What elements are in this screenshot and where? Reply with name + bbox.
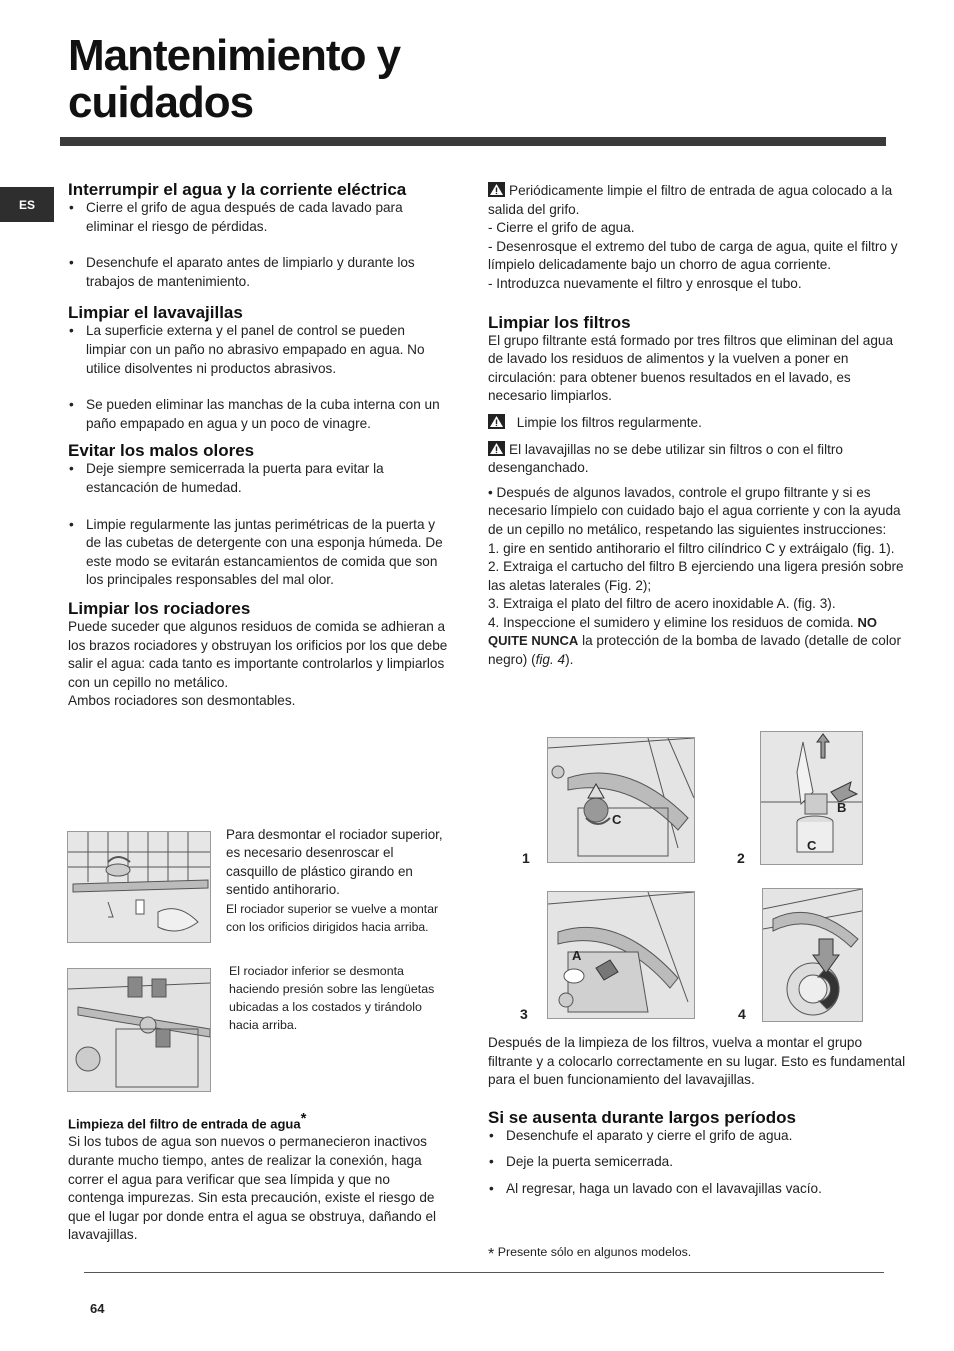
- part-label-c: C: [612, 812, 622, 827]
- filter-step-1: 1. gire en sentido antihorario el filtro cilíndrico C y extráigalo (fig. 1).: [488, 540, 895, 556]
- figure-number-3: 3: [520, 1006, 528, 1022]
- upper-spray-caption-b: El rociador superior se vuelve a montar con los orificios dirigidos hacia arriba.: [226, 901, 439, 934]
- inlet-filter-instructions: Periódicamente limpie el filtro de entrada de agua colocado a la salida del grifo.: [488, 183, 893, 217]
- part-label-a: A: [572, 948, 582, 963]
- warning-no-filters: El lavavajillas no se debe utilizar sin filtros o con el filtro desenganchado.: [488, 441, 843, 476]
- list-item: • Al regresar, haga un lavado con el lavavajillas vacío.: [488, 1180, 906, 1199]
- page-number: 64: [90, 1301, 105, 1316]
- figure-number-1: 1: [522, 850, 530, 866]
- filter-step-4: 4. Inspeccione el sumidero y elimine los residuos de comida. NO QUITE NUNCA la protección de la bomba de lavado (detalle de color negro) (fig. 4).: [488, 614, 901, 668]
- filter-step-3: 3. Extraiga el plato del filtro de acero inoxidable A. (fig. 3).: [488, 596, 836, 612]
- title-rule: [60, 137, 886, 146]
- section-heading-filters: Limpiar los filtros: [488, 312, 631, 332]
- part-label-c2: C: [807, 838, 817, 853]
- warning-triangle-icon: [488, 441, 505, 456]
- filter-figure-3: [547, 891, 695, 1019]
- warning-triangle-icon: [488, 182, 505, 197]
- list-item: • Se pueden eliminar las manchas de la cuba interna con un paño empapado en agua y un poco de vinagre.: [68, 396, 448, 433]
- footnote: * Presente sólo en algunos modelos.: [488, 1245, 692, 1263]
- figure-number-2: 2: [737, 850, 745, 866]
- instruction-line: - Desenrosque el extremo del tubo de carga de agua, quite el filtro y límpielo delicadamente bajo un chorro de agua corriente.: [488, 238, 898, 273]
- section-heading-odors: Evitar los malos olores: [68, 441, 255, 461]
- filter-steps-intro: • Después de algunos lavados, controle el grupo filtrante y si es necesario límpielo con cuidado bajo el agua corriente y con la ayuda de un cepillo no metálico, respetando las siguientes instrucciones:: [488, 484, 901, 537]
- spray-arms-text-2: Ambos rociadores son desmontables.: [68, 693, 296, 709]
- right-column: [488, 182, 906, 670]
- part-label-b: B: [837, 800, 847, 815]
- language-tab: ES: [0, 187, 54, 222]
- footer-rule: [84, 1272, 884, 1273]
- right-column-bottom: [488, 1034, 906, 1199]
- list-item: • Deje siempre semicerrada la puerta para evitar la estancación de humedad.: [68, 460, 448, 497]
- figure-number-4: 4: [738, 1006, 746, 1022]
- list-item: • Deje la puerta semicerrada.: [488, 1153, 906, 1172]
- list-item: • Limpie regularmente las juntas perimétricas de la puerta y de las cubetas de detergente con una esponja húmeda. De este modo se evitarán estancamientos de comida que son los principales responsables del mal olor.: [68, 516, 448, 590]
- list-item: • Desenchufe el aparato y cierre el grifo de agua.: [488, 1127, 906, 1146]
- section-heading-water-power: Interrumpir el agua y la corriente eléctrica: [68, 180, 407, 199]
- warning-clean-filters: Limpie los filtros regularmente.: [488, 414, 906, 433]
- list-item: • Desenchufe el aparato antes de limpiarlo y durante los trabajos de mantenimiento.: [68, 254, 448, 291]
- inlet-filter-section: [68, 1110, 448, 1245]
- warning-triangle-icon: [488, 414, 505, 429]
- left-column: [68, 180, 448, 711]
- lower-spray-arm-illustration: [67, 968, 211, 1092]
- after-cleaning-text: Después de la limpieza de los filtros, vuelva a montar el grupo filtrante y a colocarlo correctamente en su lugar. Esto es fundamental para el buen funcionamiento del lavavajillas.: [488, 1035, 906, 1088]
- upper-spray-caption: [226, 826, 444, 936]
- section-heading-inlet-filter: Limpieza del filtro de entrada de agua*: [68, 1110, 307, 1132]
- page-title: Mantenimiento y cuidados: [68, 31, 401, 127]
- instruction-line: - Introduzca nuevamente el filtro y enrosque el tubo.: [488, 275, 802, 291]
- spray-arms-text: Puede suceder que algunos residuos de comida se adhieran a los brazos rociadores y obstruyan los orificios por los que debe salir el agua: cada tanto es importante controlarlos y limpiarlos con un cepillo no metálico.: [68, 618, 448, 690]
- section-heading-away: Si se ausenta durante largos períodos: [488, 1107, 796, 1127]
- inlet-filter-text: Si los tubos de agua son nuevos o permanecieron inactivos durante mucho tiempo, antes de realizar la conexión, haga correr el agua para verificar que sea límpida y que no contenga impurezas. Sin esta precaución, existe el riesgo de que el lugar por donde entra el agua se obstruya, dañando el lavavajillas.: [68, 1134, 437, 1243]
- lower-spray-caption-text: El rociador inferior se desmonta haciendo presión sobre las lengüetas ubicadas a los costados y tirándolo hacia arriba.: [229, 964, 435, 1032]
- section-heading-clean-dishwasher: Limpiar el lavavajillas: [68, 303, 243, 323]
- lower-spray-caption: [229, 962, 445, 1034]
- upper-spray-arm-illustration: [67, 831, 211, 943]
- section-heading-spray-arms: Limpiar los rociadores: [68, 598, 251, 618]
- filter-step-2: 2. Extraiga el cartucho del filtro B ejerciendo una ligera presión sobre las aletas laterales (Fig. 2);: [488, 559, 904, 593]
- filters-text: El grupo filtrante está formado por tres filtros que eliminan del agua de lavado los residuos de alimentos y la vuelven a poner en circulación: para obtener buenos resultados en el lavado, es necesario limpiarlos.: [488, 332, 894, 404]
- instruction-line: - Cierre el grifo de agua.: [488, 220, 635, 236]
- list-item: • Cierre el grifo de agua después de cada lavado para eliminar el riesgo de pérdidas.: [68, 199, 448, 236]
- filter-figure-2: [760, 731, 863, 865]
- filter-figure-1: [547, 737, 695, 863]
- filter-figure-4: [762, 888, 863, 1022]
- upper-spray-caption-a: Para desmontar el rociador superior, es necesario desenroscar el casquillo de plástico girando en sentido antihorario.: [226, 827, 443, 898]
- list-item: • La superficie externa y el panel de control se pueden limpiar con un paño no abrasivo empapado en agua. No utilice disolventes ni productos abrasivos.: [68, 322, 448, 378]
